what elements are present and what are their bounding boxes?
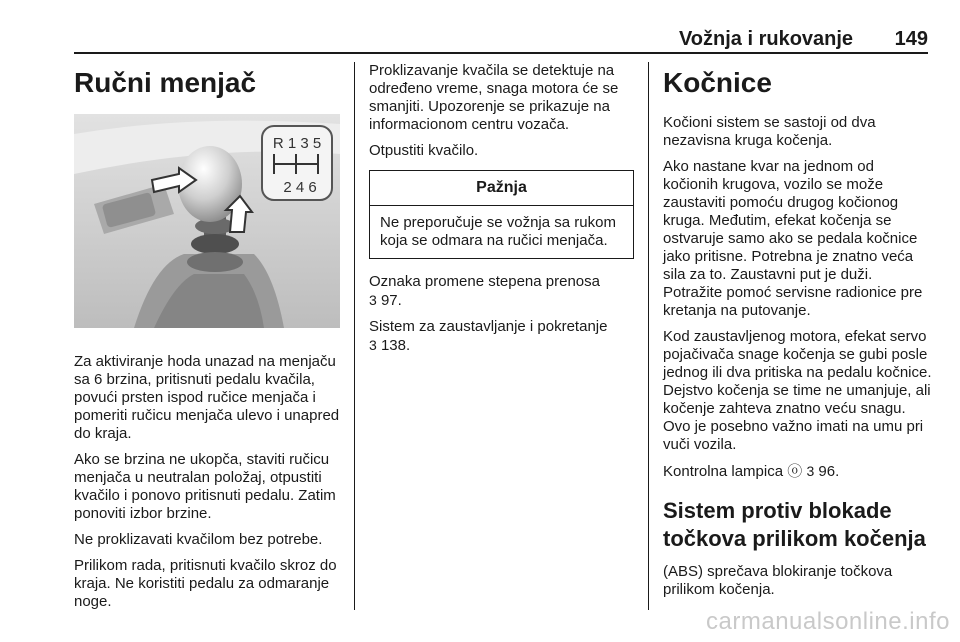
column-2 (369, 62, 634, 363)
heading-abs: Sistem protiv blokade točkova prilikom kočenja (663, 498, 926, 551)
reference-page: 138. (380, 337, 411, 354)
section-title: Vožnja i rukovanje (678, 28, 854, 50)
reference-page: 97. (380, 292, 402, 309)
warning-lamp-reference (663, 462, 933, 481)
shift-pattern-top-label: R 1 3 5 (272, 135, 322, 152)
watermark: carmanualsonline.info (706, 608, 950, 635)
reference-text: Sistem za zaustavljanje i pokretanje (369, 318, 608, 335)
column-divider-1 (354, 62, 355, 610)
paragraph: Proklizavanje kvačila se detektuje na određeno vreme, snaga motora će se smanjiti. Upozorenje se prikazuje na informacionom centru vozača. (369, 62, 619, 133)
shift-pattern-bottom-label: 2 4 6 (283, 179, 317, 196)
paragraph: Ako nastane kvar na jednom od kočionih krugova, vozilo se može zaustaviti pomoću drugog kočionog kruga. Međutim, efekat kočenja se ostvaruje samo ako se pedala kočnice jako pritisne. Potrebna je znatno veća sila za to. Zaustavni put je duži. Potražite pomoć servisne radionice pre kretanja na putovanje. (663, 158, 923, 319)
lamp-text: Kontrolna lampica (663, 463, 784, 480)
paragraph: Otpustiti kvačilo. (369, 142, 479, 159)
gear-shift-illustration (74, 114, 340, 328)
column-divider-2 (648, 62, 649, 610)
paragraph: Za aktiviranje hoda unazad na menjaču sa 6 brzina, pritisnuti pedalu kvačila, povući prsten ispod ručice menjača i pomeriti ručicu menjača ulevo i unapred do kraja. (74, 353, 340, 442)
brake-warning-icon: ⓞ (787, 463, 803, 480)
paragraph: Ne proklizavati kvačilom bez potrebe. (74, 531, 323, 548)
column-1 (74, 62, 342, 619)
paragraph: Kod zaustavljenog motora, efekat servo pojačivača snage kočenja se gubi posle jednog ili dva pritiska na pedalu kočnice. Dejstvo kočenja se time ne umanjuje, ali kočenje zahteva znatno veću snagu. Ovo je posebno važno imati na umu pri vuči vozila. (663, 328, 932, 453)
cross-reference (369, 273, 634, 310)
heading-manual-transmission: Ručni menjač (74, 67, 257, 98)
header-rule (74, 52, 928, 54)
cross-reference (369, 318, 634, 355)
reference-page: 96. (818, 463, 840, 480)
caution-title: Pažnja (370, 171, 633, 206)
reference-arrow-icon: 3 (369, 292, 377, 308)
page-number: 149 (894, 28, 928, 50)
paragraph: Prilikom rada, pritisnuti kvačilo skroz do kraja. Ne koristiti pedalu za odmaranje noge. (74, 557, 337, 610)
caution-box (369, 170, 634, 259)
paragraph: Ako se brzina ne ukopča, staviti ručicu menjača u neutralan položaj, otpustiti kvačilo i ponovo pritisnuti pedalu. Zatim ponoviti izbor brzine. (74, 451, 336, 522)
reference-arrow-icon: 3 (369, 337, 377, 353)
paragraph: Kočioni sistem se sastoji od dva nezavisna kruga kočenja. (663, 114, 876, 149)
page-header (528, 28, 928, 54)
paragraph: (ABS) sprečava blokiranje točkova prilikom kočenja. (663, 563, 893, 598)
reference-arrow-icon: 3 (806, 463, 815, 479)
reference-text: Oznaka promene stepena prenosa (369, 273, 600, 290)
column-3 (663, 62, 933, 607)
caution-text: Ne preporučuje se vožnja sa rukom koja se odmara na ručici menjača. (380, 214, 616, 249)
heading-brakes: Kočnice (663, 67, 772, 98)
